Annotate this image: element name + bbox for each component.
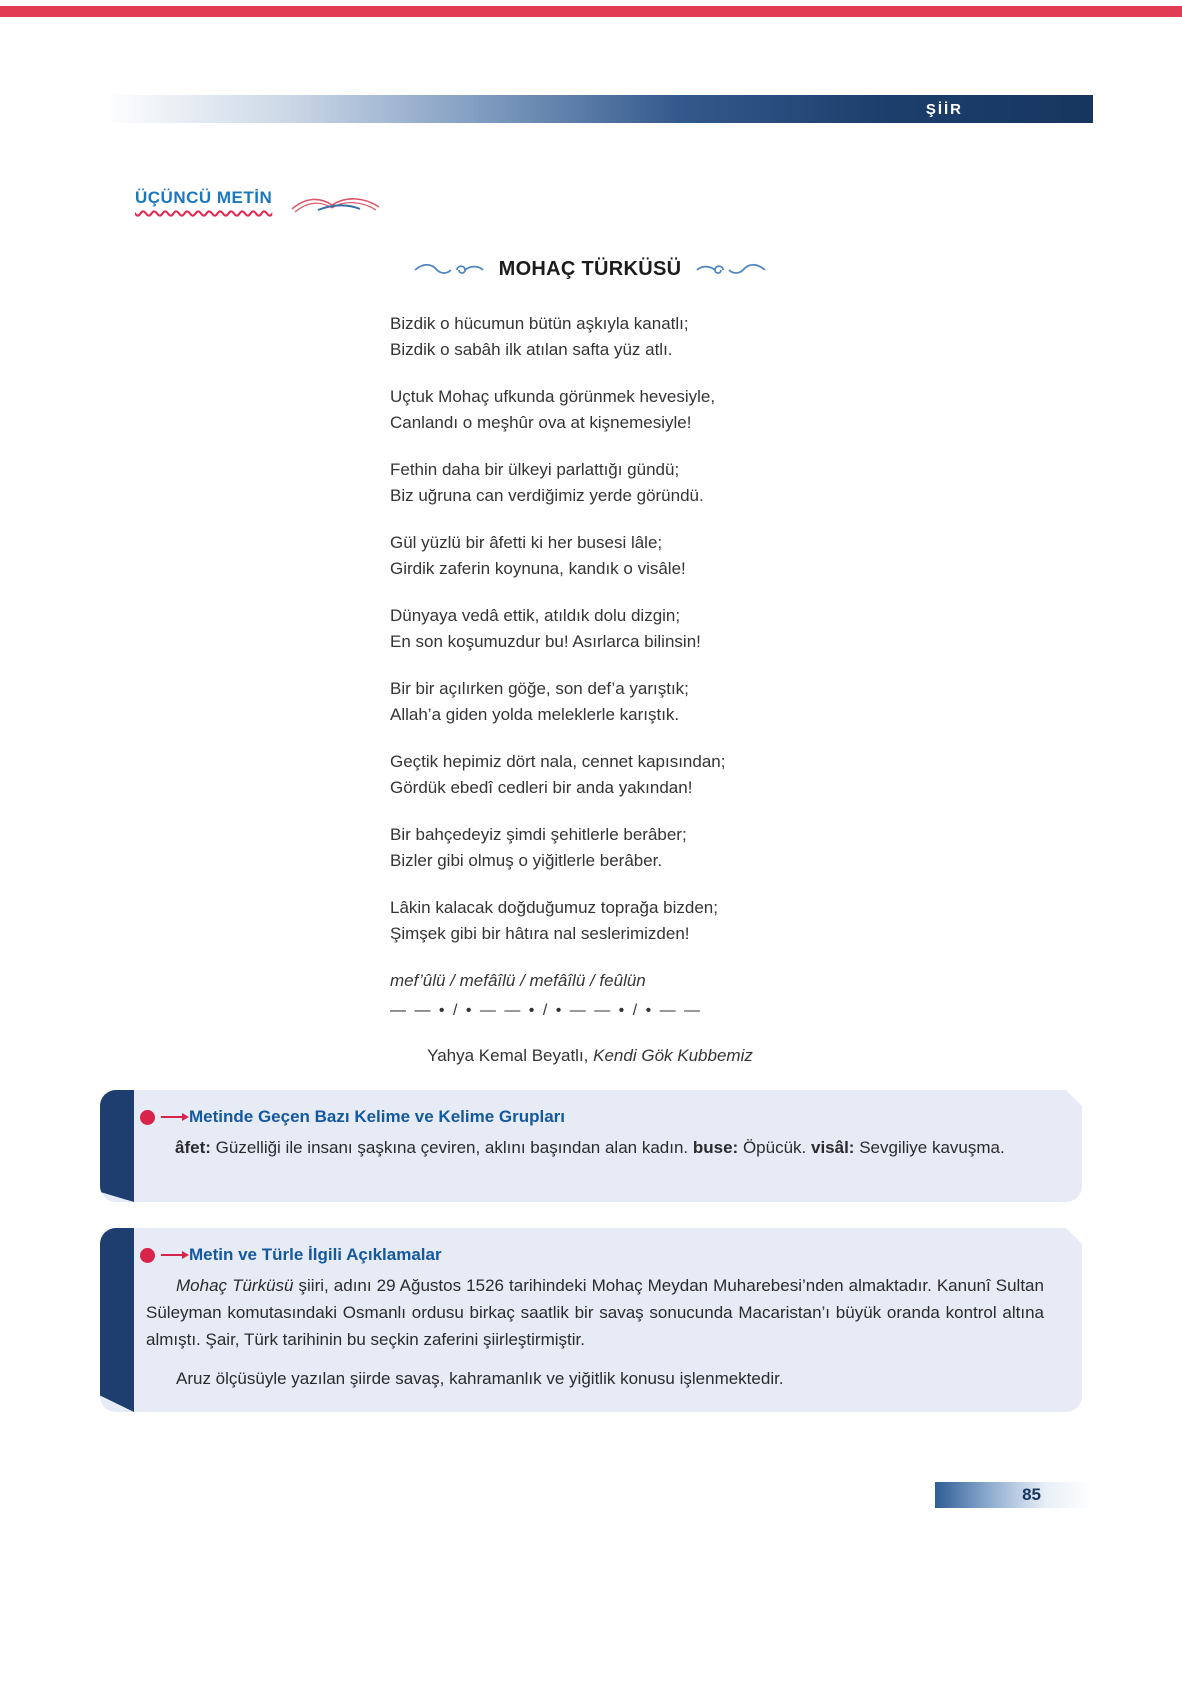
vocab-term: buse: — [692, 1138, 739, 1157]
arrow-icon — [161, 1254, 183, 1256]
verse-line: Gördük ebedî cedleri bir anda yakından! — [390, 778, 693, 797]
poem-block — [390, 258, 790, 1066]
vocab-term: visâl: — [811, 1138, 855, 1157]
poem-title-row — [390, 258, 790, 281]
meter-line: mef’ûlü / mefâîlü / mefâîlü / feûlün — [390, 971, 646, 990]
attribution-author: Yahya Kemal Beyatlı, — [427, 1046, 594, 1065]
vocab-definition: Sevgiliye kavuşma. — [859, 1138, 1005, 1157]
explanation-box — [100, 1228, 1082, 1412]
section-heading — [135, 188, 383, 216]
verse-line: Allah’a giden yolda meleklerle karıştık. — [390, 705, 680, 724]
attribution — [390, 1046, 790, 1066]
verse-line: En son koşumuzdur bu! Asırlarca bilinsin! — [390, 632, 701, 651]
explanation-text: şiiri, adını 29 Ağustos 1526 tarihindeki Mohaç Meydan Muharebesi’nden almaktadır. Kanunî Sultan Süleyman komutasındaki Osmanlı ordusu birkaç saatlik bir savaş sonucunda Macaristan’ı büyük oranda kontrol altına almıştı. Şair, Türk tarihinin bu seçkin zaferini şiirleştirmiştir. — [146, 1276, 1044, 1349]
verse-line: Bizler gibi olmuş o yiğitlerle berâber. — [390, 851, 663, 870]
section-title: ÜÇÜNCÜ METİN — [135, 188, 273, 207]
verse-line: Biz uğruna can verdiğimiz yerde göründü. — [390, 486, 704, 505]
vocab-definition: Öpücük. — [742, 1138, 807, 1157]
verse-line: Bir bir açılırken göğe, son def’a yarıştık; — [390, 679, 689, 698]
explanation-paragraph-2: Aruz ölçüsüyle yazılan şiirde savaş, kahramanlık ve yiğitlik konusu işlenmektedir. — [176, 1369, 784, 1388]
stanza-5 — [390, 603, 790, 655]
verse-line: Geçtik hepimiz dört nala, cennet kapısından; — [390, 752, 726, 771]
bullet-icon — [140, 1248, 155, 1263]
vocab-definition: Güzelliği ile insanı şaşkına çeviren, aklını başından alan kadın. — [215, 1138, 689, 1157]
attribution-work: Kendi Gök Kubbemiz — [593, 1046, 753, 1065]
book-waves-icon — [288, 189, 383, 215]
page-footer — [935, 1482, 1093, 1508]
stanza-6 — [390, 676, 790, 728]
verse-line: Fethin daha bir ülkeyi parlattığı gündü; — [390, 460, 680, 479]
vocab-box-title-row — [100, 1090, 1082, 1127]
vocab-term: âfet: — [175, 1138, 211, 1157]
verse-line: Lâkin kalacak doğduğumuz toprağa bizden; — [390, 898, 718, 917]
page-number: 85 — [1022, 1485, 1041, 1504]
vocab-box — [100, 1090, 1082, 1202]
stanza-1 — [390, 311, 790, 363]
explanation-box-title-row — [100, 1228, 1082, 1265]
vocab-definitions — [100, 1134, 1082, 1161]
stanza-4 — [390, 530, 790, 582]
verse-line: Uçtuk Mohaç ufkunda görünmek hevesiyle, — [390, 387, 716, 406]
top-red-band — [0, 6, 1182, 17]
poem-title: MOHAÇ TÜRKÜSÜ — [498, 258, 682, 280]
stanza-3 — [390, 457, 790, 509]
explanation-paragraph-1 — [100, 1272, 1082, 1353]
verse-line: Girdik zaferin koynuna, kandık o visâle! — [390, 559, 686, 578]
bullet-icon — [140, 1110, 155, 1125]
work-title-italic: Mohaç Türküsü — [176, 1276, 294, 1295]
ornament-left-icon — [413, 261, 485, 279]
verse-line: Şimşek gibi bir hâtıra nal seslerimizden! — [390, 924, 690, 943]
verse-line: Bizdik o hücumun bütün aşkıyla kanatlı; — [390, 314, 689, 333]
chapter-title: ŞİİR — [925, 100, 963, 118]
ornament-right-icon — [695, 261, 767, 279]
stanza-2 — [390, 384, 790, 436]
prosody-line: — — • / • — — • / • — — • / • — — — [390, 1002, 703, 1019]
verse-line: Bizdik o sabâh ilk atılan safta yüz atlı. — [390, 340, 673, 359]
stanza-9 — [390, 895, 790, 947]
verse-line: Canlandı o meşhûr ova at kişnemesiyle! — [390, 413, 692, 432]
arrow-icon — [161, 1116, 183, 1118]
vocab-box-title: Metinde Geçen Bazı Kelime ve Kelime Grupları — [189, 1107, 566, 1126]
verse-line: Bir bahçedeyiz şimdi şehitlerle berâber; — [390, 825, 687, 844]
explanation-box-title: Metin ve Türle İlgili Açıklamalar — [189, 1245, 442, 1264]
stanza-8 — [390, 822, 790, 874]
verse-line: Dünyaya vedâ ettik, atıldık dolu dizgin; — [390, 606, 681, 625]
verse-line: Gül yüzlü bir âfetti ki her busesi lâle; — [390, 533, 663, 552]
page-header-band — [110, 95, 1093, 123]
stanza-7 — [390, 749, 790, 801]
